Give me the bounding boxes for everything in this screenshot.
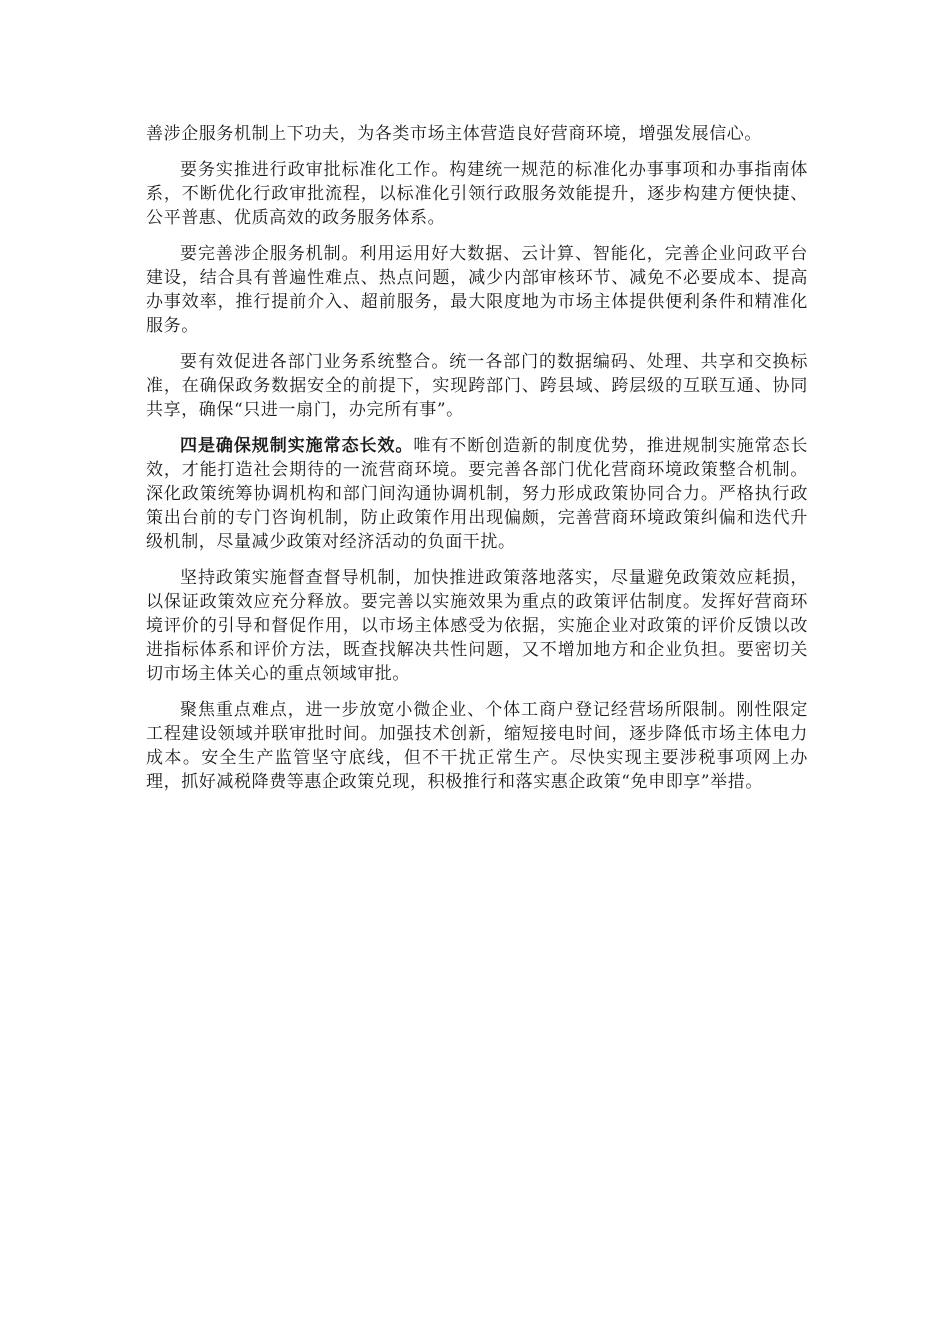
paragraph-system-integration [146, 350, 808, 422]
section-heading: 四是确保规制实施常态长效。 [180, 436, 414, 456]
paragraph-section-four [146, 434, 808, 554]
paragraph-policy-supervision [146, 566, 808, 686]
paragraph-text: 聚焦重点难点，进一步放宽小微企业、个体工商户登记经营场所限制。刚性限定工程建设领域并联审批时间。加强技术创新，缩短接电时间，逐步降低市场主体电力成本。安全生产监管坚守底线，但不干扰正常生产。尽快实现主要涉税事项网上办理，抓好减税降费等惠企政策兑现，积极推行和落实惠企政策“免申即享”举措。 [146, 700, 808, 792]
document-page [146, 122, 808, 806]
paragraph-text: 坚持政策实施督查督导机制，加快推进政策落地落实，尽量避免政策效应耗损，以保证政策效应充分释放。要完善以实施效果为重点的政策评估制度。发挥好营商环境评价的引导和督促作用，以市场主体感受为依据，实施企业对政策的评价反馈以改进指标体系和评价方法，既查找解决共性问题，又不增加地方和企业负担。要密切关切市场主体关心的重点领域审批。 [146, 568, 808, 684]
paragraph-key-difficulties [146, 698, 808, 794]
paragraph-enterprise-service [146, 242, 808, 338]
paragraph-continuation [146, 122, 808, 146]
paragraph-text: 要有效促进各部门业务系统整合。统一各部门的数据编码、处理、共享和交换标准，在确保政务数据安全的前提下，实现跨部门、跨县域、跨层级的互联互通、协同共享，确保“只进一扇门，办完所有事”。 [146, 352, 808, 420]
paragraph-text: 唯有不断创造新的制度优势，推进规制实施常态长效，才能打造社会期待的一流营商环境。要完善各部门优化营商环境政策整合机制。深化政策统筹协调机构和部门间沟通协调机制，努力形成政策协同合力。严格执行政策出台前的专门咨询机制，防止政策作用出现偏颇，完善营商环境政策纠偏和迭代升级机制，尽量减少政策对经济活动的负面干扰。 [146, 436, 808, 552]
paragraph-approval-standardization [146, 158, 808, 230]
paragraph-text: 要务实推进行政审批标准化工作。构建统一规范的标准化办事事项和办事指南体系，不断优化行政审批流程，以标准化引领行政服务效能提升，逐步构建方便快捷、公平普惠、优质高效的政务服务体系。 [146, 160, 808, 228]
paragraph-text: 善涉企服务机制上下功夫，为各类市场主体营造良好营商环境，增强发展信心。 [146, 124, 762, 144]
paragraph-text: 要完善涉企服务机制。利用运用好大数据、云计算、智能化，完善企业问政平台建设，结合具有普遍性难点、热点问题，减少内部审核环节、减免不必要成本、提高办事效率，推行提前介入、超前服务，最大限度地为市场主体提供便利条件和精准化服务。 [146, 244, 808, 336]
